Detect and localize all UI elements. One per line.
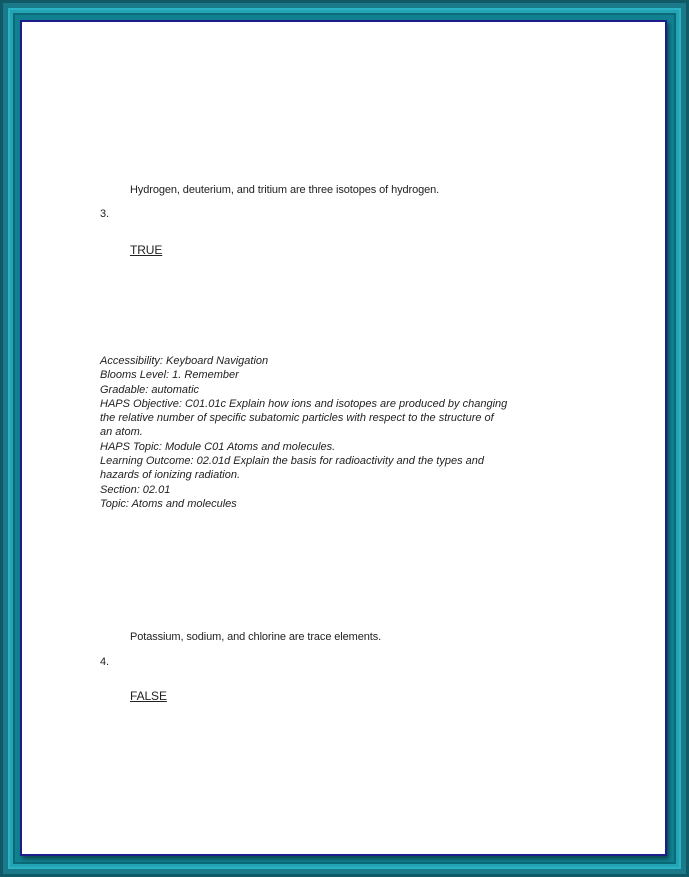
question-metadata bbox=[100, 354, 550, 511]
metadata-line: HAPS Objective: C01.01c Explain how ions and isotopes are produced by changing bbox=[100, 397, 508, 410]
metadata-line: Topic: Atoms and molecules bbox=[100, 497, 237, 510]
q3-number: 3. bbox=[100, 208, 109, 220]
q3-answer: TRUE bbox=[130, 243, 163, 257]
metadata-line: Blooms Level: 1. Remember bbox=[100, 369, 239, 382]
metadata-line: HAPS Topic: Module C01 Atoms and molecules. bbox=[100, 440, 336, 453]
metadata-line: the relative number of specific subatomic particles with respect to the structure of bbox=[100, 412, 494, 425]
metadata-line: Gradable: automatic bbox=[100, 383, 200, 396]
metadata-line: Section: 02.01 bbox=[100, 483, 171, 496]
document-page bbox=[20, 20, 667, 856]
metadata-line: hazards of ionizing radiation. bbox=[100, 469, 241, 482]
q4-answer: FALSE bbox=[130, 689, 167, 703]
q3-statement: Hydrogen, deuterium, and tritium are three isotopes of hydrogen. bbox=[130, 184, 440, 196]
q4-statement: Potassium, sodium, and chlorine are trace elements. bbox=[130, 631, 382, 643]
metadata-line: an atom. bbox=[100, 426, 143, 439]
q4-number: 4. bbox=[100, 656, 109, 668]
metadata-line: Learning Outcome: 02.01d Explain the basis for radioactivity and the types and bbox=[100, 455, 485, 468]
metadata-line: Accessibility: Keyboard Navigation bbox=[100, 355, 269, 367]
